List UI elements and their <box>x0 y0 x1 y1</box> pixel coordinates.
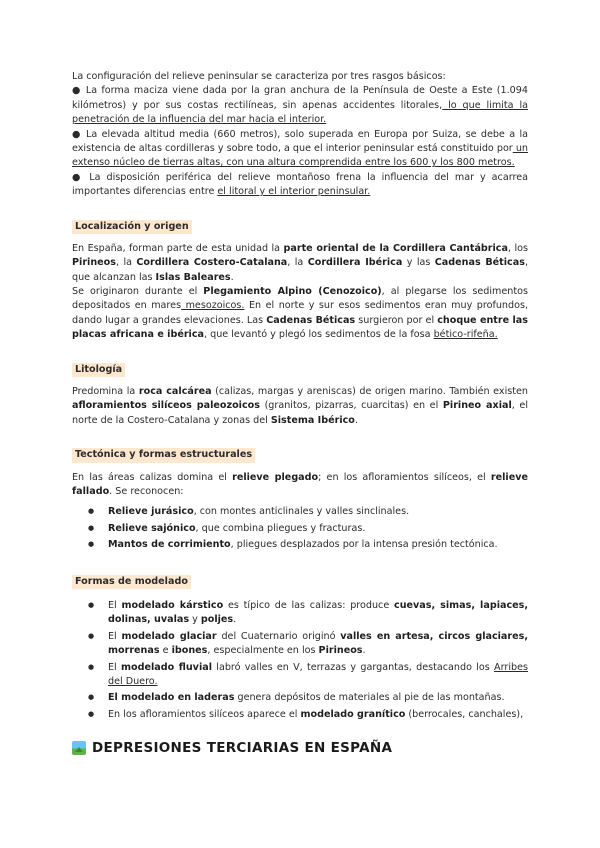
underlined-text: el litoral y el interior peninsular. <box>217 186 371 198</box>
localizacion-paragraph-2: Se originaron durante el Plegamiento Alpino (Cenozoico), al plegarse los sedimentos depositados en mares mesozoicos. En el norte y sur esos sedimentos eran muy profundos, dando lugar a grandes elevaciones. Las Cadenas Béticas surgieron por el choque entre las placas africana e ibérica, que levantó y plegó los sedimentos de la fosa bético-rifeña. <box>72 286 529 341</box>
intro-point-1 <box>72 84 528 127</box>
tectonica-paragraph: En las áreas calizas domina el relieve plegado; en los afloramientos silíceos, el relieve fallado. Se reconocen: <box>72 471 528 497</box>
section-title-modelado: Formas de modelado <box>72 575 191 589</box>
landscape-icon <box>72 741 86 755</box>
tectonica-list <box>72 505 528 552</box>
intro-paragraph <box>72 70 528 84</box>
list-item: ● El modelado glaciar del Cuaternario originó valles en artesa, circos glaciares, morrenas e ibones, especialmente en los Pirineos. <box>108 630 528 659</box>
list-item: ● El modelado kárstico es típico de las calizas: produce cuevas, simas, lapiaces, dolinas, uvalas y poljes. <box>108 599 528 628</box>
text: ● La disposición periférica del relieve montañoso frena la influencia del mar y acarrea importantes diferencias entre <box>72 171 528 198</box>
text: ● La elevada altitud media (660 metros), solo superada en Europa por Suiza, se debe a la existencia de altas cordilleras y sobre todo, a que el interior peninsular está constituido por <box>72 128 528 154</box>
heading-text: DEPRESIONES TERCIARIAS EN ESPAÑA <box>92 740 393 757</box>
modelado-list <box>72 599 528 722</box>
section-title-litologia: Litología <box>72 363 125 377</box>
localizacion-paragraph-1: En España, forman parte de esta unidad la parte oriental de la Cordillera Cantábrica, los Pirineos, la Cordillera Costero-Catalana, la Cordillera Ibérica y las Cadenas Béticas, que alcanzan las Islas Baleares. <box>72 242 528 283</box>
text: ● La forma maciza viene dada por la gran anchura de la Península de Oeste a Este (1.094 kilómetros) y por sus costas rectilíneas, sin apenas accidentes litorales, <box>72 85 528 111</box>
list-item: ● Relieve sajónico, que combina pliegues y fracturas. <box>108 522 528 536</box>
section-title-localizacion: Localización y origen <box>72 220 192 234</box>
intro-point-2 <box>72 128 528 171</box>
underlined-text: un extenso núcleo de tierras altas, con una altura comprendida entre los 600 y los 800 metros. <box>72 142 528 169</box>
underlined-text: lo que limita la penetración de la influencia del mar hacia el interior. <box>72 99 528 126</box>
intro-text: La configuración del relieve peninsular se caracteriza por tres rasgos básicos: <box>72 71 446 82</box>
section-heading <box>72 738 528 758</box>
litologia-paragraph: Predomina la roca calcárea (calizas, margas y areniscas) de origen marino. También existen afloramientos silíceos paleozoicos (granitos, pizarras, cuarcitas) en el Pirineo axial, el norte de la Costero-Catalana y zonas del Sistema Ibérico. <box>72 386 528 426</box>
intro-point-3 <box>72 171 528 200</box>
list-item: ● Relieve jurásico, con montes anticlinales y valles sinclinales. <box>108 505 528 519</box>
list-item: ● En los afloramientos silíceos aparece el modelado granítico (berrocales, canchales), <box>108 708 528 722</box>
list-item: ● El modelado fluvial labró valles en V, terrazas y gargantas, destacando los Arribes del Duero. <box>108 661 528 690</box>
list-item: ● Mantos de corrimiento, pliegues desplazados por la intensa presión tectónica. <box>108 538 528 552</box>
list-item: ● El modelado en laderas genera depósitos de materiales al pie de las montañas. <box>108 691 528 705</box>
section-title-tectonica: Tectónica y formas estructurales <box>72 448 255 462</box>
